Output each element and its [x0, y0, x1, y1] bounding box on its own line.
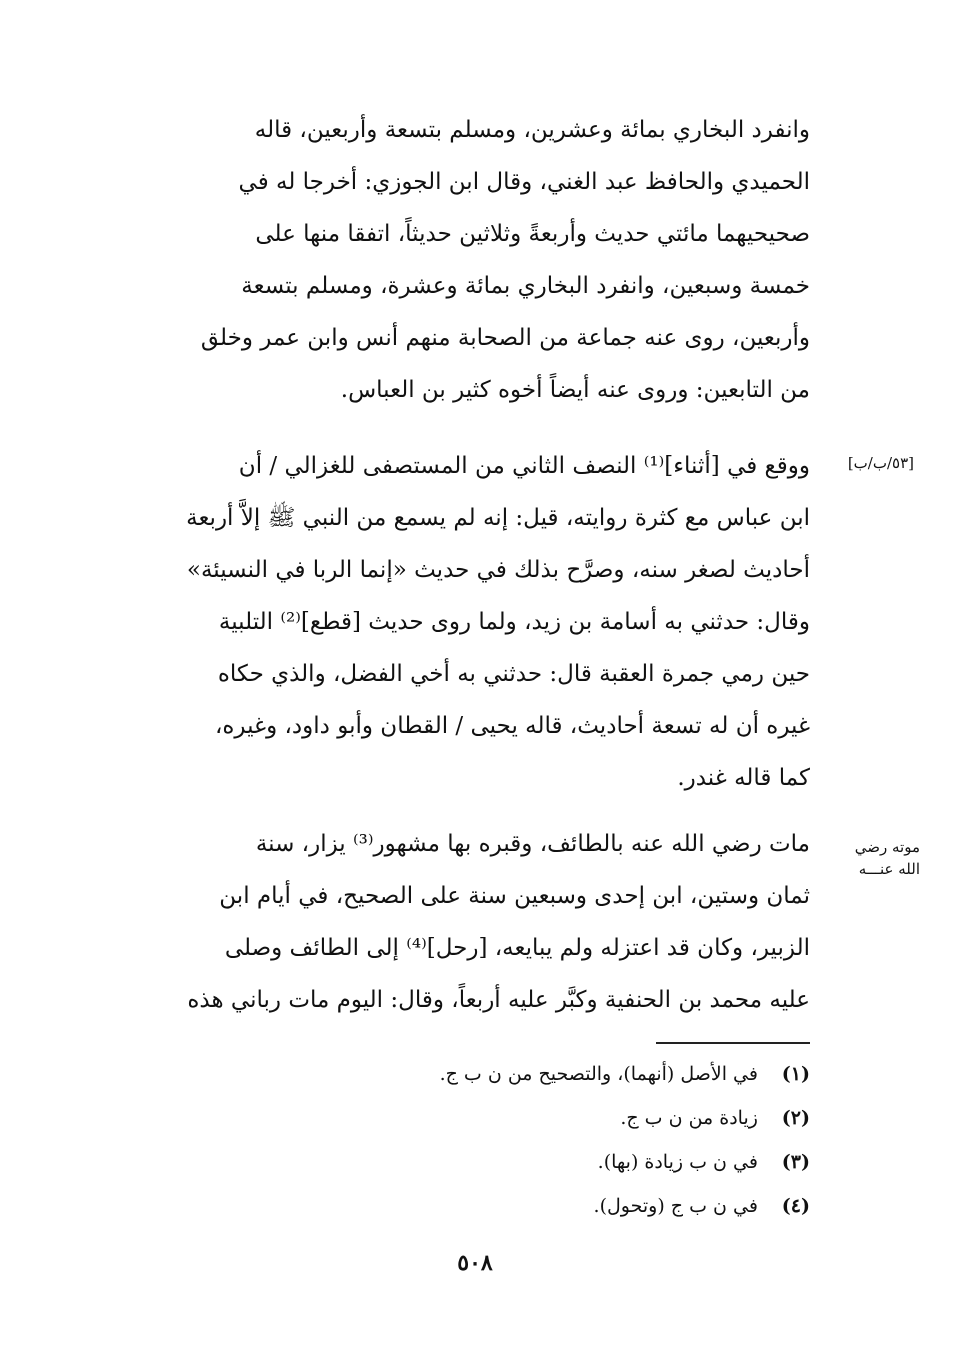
footnote — [300, 1184, 810, 1228]
paragraph-1 — [128, 104, 810, 416]
footnote-text: في ن ب زيادة (بها). — [597, 1151, 758, 1173]
paragraph-line: عليه محمد بن الحنفية وكبَّر عليه أربعاً، وقال: اليوم مات رباني هذه — [187, 987, 810, 1013]
footnote-number: (٤) — [781, 1195, 810, 1217]
margin-note-manuscript-ref: [٥٣/ب/ب] — [847, 454, 914, 472]
margin-note-line: الله عنـــه — [858, 860, 920, 878]
footnote-divider — [656, 1042, 810, 1044]
paragraph-line: خمسة وسبعين، وانفرد البخاري بمائة وعشرة، ومسلم بتسعة — [241, 273, 810, 299]
footnote — [300, 1052, 810, 1096]
footnote-number: (٣) — [781, 1151, 810, 1173]
paragraph-line: صحيحيهما مائتي حديث وأربعةً وثلاثين حديثاً، اتفقا منها على — [255, 221, 810, 247]
paragraph-line: غيره أن له تسعة أحاديث، قاله يحيى / القطان وأبو داود، وغيره، — [214, 713, 810, 739]
paragraph-line: ابن عباس مع كثرة روايته، قيل: إنه لم يسمع من النبي ﷺ إلاَّ أربعة — [186, 505, 810, 531]
paragraph-line: ووقع في [أثناء]⁽¹⁾ النصف الثاني من المستصفى للغزالي / أن — [238, 453, 810, 479]
paragraph-line: ثمان وستين، ابن إحدى وسبعين سنة على الصحيح، في أيام ابن — [219, 883, 810, 909]
footnote-text: في ن ب ج (وتحول). — [593, 1195, 758, 1217]
paragraph-line: مات رضي الله عنه بالطائف، وقبره بها مشهور⁽³⁾ يزار، سنة — [255, 831, 810, 857]
margin-note-death — [828, 836, 920, 880]
paragraph-line: الحميدي والحافظ عبد الغني، وقال ابن الجوزي: أخرجا له في — [238, 169, 810, 195]
paragraph-line: وانفرد البخاري بمائة وعشرين، ومسلم بتسعة وأربعين، قاله — [254, 117, 810, 143]
footnote-text: زيادة من ن ب ج. — [620, 1107, 758, 1129]
paragraph-line: أحاديث لصغر سنه، وصرَّح بذلك في حديث «إنما الربا في النسيئة» — [186, 557, 810, 583]
page-number: ٥٠٨ — [457, 1250, 493, 1276]
paragraph-line: الزبير، وكان قد اعتزله ولم يبايعه، [رحل]⁽⁴⁾ إلى الطائف وصلى — [224, 935, 810, 961]
footnote — [300, 1096, 810, 1140]
paragraph-line: كما قاله غندر. — [677, 765, 810, 791]
paragraph-line: حين رمي جمرة العقبة قال: حدثني به أخي الفضل، والذي حكاه — [217, 661, 810, 687]
paragraph-line: وأربعين، روى عنه جماعة من الصحابة منهم أنس وابن عمر وخلق — [200, 325, 810, 351]
paragraph-line: من التابعين: وروى عنه أيضاً أخوه كثير بن العباس. — [340, 377, 810, 403]
paragraph-line: وقال: حدثني به أسامة بن زيد، ولما روى حديث [قطع]⁽²⁾ التلبية — [218, 609, 810, 635]
footnote-number: (١) — [781, 1063, 810, 1085]
paragraph-2 — [128, 440, 810, 804]
footnotes — [300, 1052, 810, 1228]
paragraph-3 — [128, 818, 810, 1026]
footnote — [300, 1140, 810, 1184]
footnote-text: في الأصل (أنهما)، والتصحيح من ن ب ج. — [439, 1063, 758, 1085]
margin-note-line: موته رضي — [854, 838, 920, 856]
footnote-number: (٢) — [781, 1107, 810, 1129]
